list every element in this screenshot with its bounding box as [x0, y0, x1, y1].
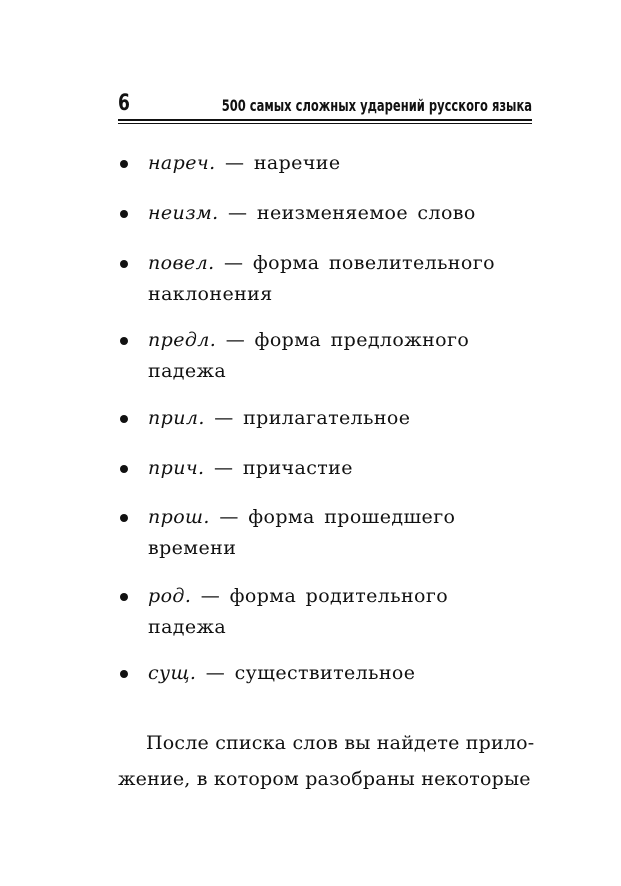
abbreviation: род. [148, 585, 192, 607]
list-item-text [148, 403, 410, 434]
body-paragraph [118, 725, 535, 797]
definition: существительное [234, 662, 416, 684]
list-item-text [148, 148, 341, 179]
dash: — [214, 407, 234, 429]
dash: — [223, 252, 244, 274]
bullet-icon [118, 668, 130, 680]
dash: — [228, 202, 248, 224]
bullet-icon [118, 335, 130, 347]
dash: — [213, 457, 234, 479]
bullet-icon [118, 208, 130, 220]
definition-continuation: падежа [148, 616, 227, 638]
definition: прилагательное [243, 407, 411, 429]
bullet-icon [118, 413, 130, 425]
dash: — [200, 585, 221, 607]
bullet-icon [118, 463, 130, 475]
definition: неизменяемое слово [256, 202, 476, 224]
abbreviation: прил. [148, 407, 205, 429]
list-item-text [148, 198, 476, 229]
list-item-text [148, 453, 353, 484]
definition: форма родительного [229, 585, 449, 607]
definition: форма предложного [254, 329, 470, 351]
list-item-text [148, 581, 448, 643]
definition-continuation: наклонения [148, 283, 273, 305]
running-title: 500 самых сложных ударений русского языка [221, 96, 532, 115]
definition: форма повелительного [252, 252, 495, 274]
definition-continuation: времени [148, 537, 237, 559]
list-item-text [148, 325, 469, 387]
abbreviation: неизм. [148, 202, 219, 224]
paragraph-line: После списка слов вы найдете прило- [146, 732, 535, 754]
dash: — [224, 152, 245, 174]
abbreviation: повел. [148, 252, 215, 274]
abbreviation: прош. [148, 506, 210, 528]
abbreviation: предл. [148, 329, 217, 351]
list-item-text [148, 248, 495, 310]
abbreviation: прич. [148, 457, 205, 479]
page-number: 6 [118, 91, 130, 116]
dash: — [219, 506, 239, 528]
definition-continuation: падежа [148, 360, 227, 382]
list-item-text [148, 502, 455, 564]
paragraph-line: жение, в котором разобраны некоторые [118, 768, 531, 790]
bullet-icon [118, 158, 130, 170]
definition: форма прошедшего [248, 506, 456, 528]
definition: наречие [253, 152, 341, 174]
abbreviation: нареч. [148, 152, 216, 174]
definition: причастие [242, 457, 353, 479]
list-item-text [148, 658, 415, 689]
dash: — [205, 662, 226, 684]
bullet-icon [118, 512, 130, 524]
dash: — [225, 329, 246, 351]
bullet-icon [118, 258, 130, 270]
bullet-icon [118, 591, 130, 603]
abbreviation: сущ. [148, 662, 197, 684]
